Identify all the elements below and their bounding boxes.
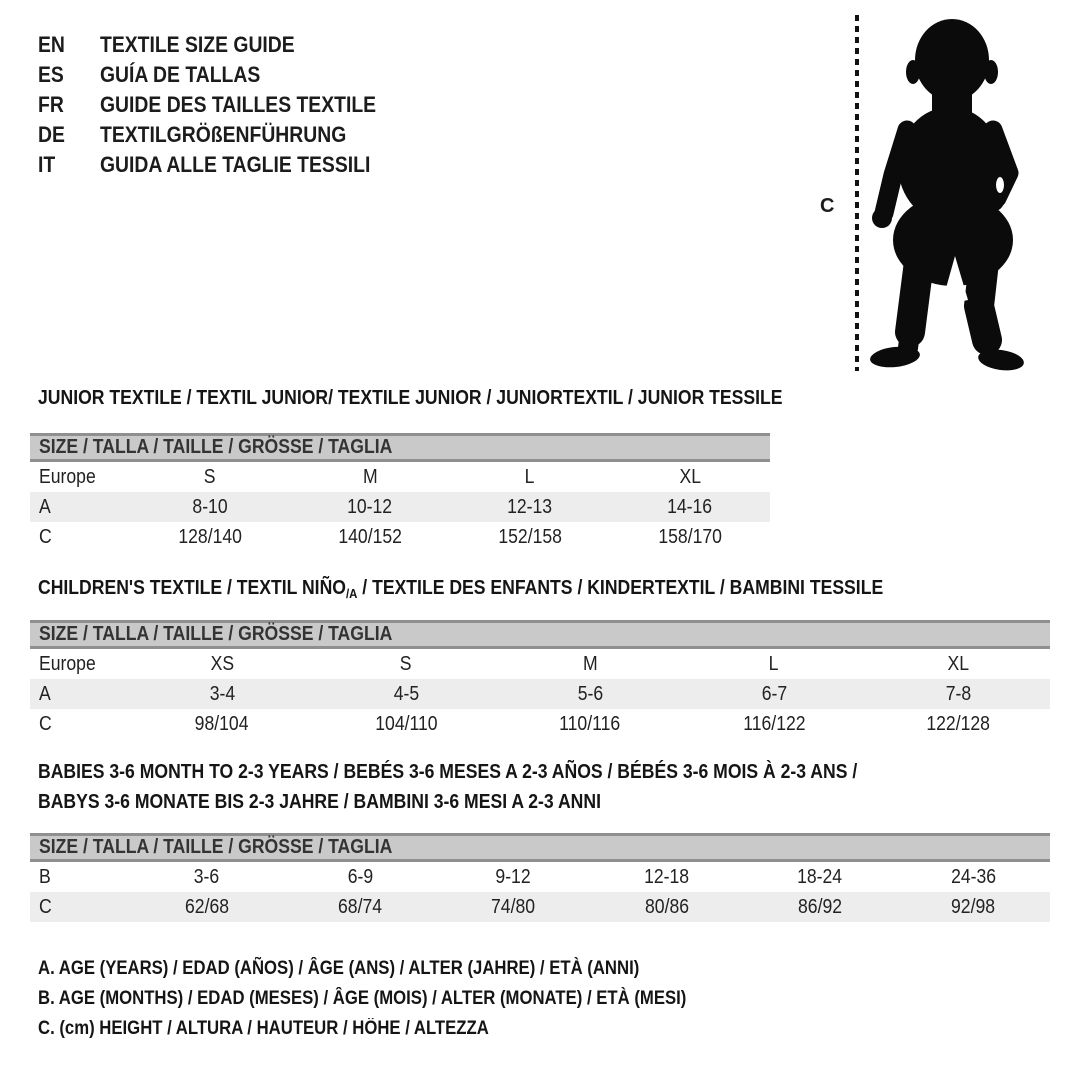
junior-size-table [30,433,770,552]
lang-row-es [38,60,414,90]
size-cell: XL [679,465,701,488]
lang-row-fr [38,90,414,120]
lang-code: FR [38,92,64,117]
title-subscript: /A [345,586,358,601]
babies-size-table [30,833,1050,922]
age-cell: 10-12 [347,495,393,518]
age-cell: 7-8 [945,682,971,705]
size-cell: S [400,652,412,675]
lang-row-it [38,150,414,180]
lang-code: EN [38,32,65,57]
height-cell: 62/68 [184,895,229,918]
height-cell: 128/140 [178,525,242,548]
legend-block [38,954,775,1044]
height-cell: 110/116 [559,712,621,735]
height-cell: 92/98 [951,895,996,918]
age-cell: 6-7 [761,682,787,705]
height-cell: 68/74 [337,895,383,918]
row-label: Europe [39,652,96,675]
row-label: C [39,712,52,735]
height-dashed-line [855,15,859,371]
toddler-silhouette-icon [862,10,1030,376]
table-header: SIZE / TALLA / TAILLE / GRÖSSE / TAGLIA [30,433,770,462]
height-cell: 116/122 [742,712,806,735]
legend-line-c: C. (cm) HEIGHT / ALTURA / HAUTEUR / HÖHE / ALTEZZA [38,1018,489,1039]
table-row-months [30,862,1050,892]
age-cell: 8-10 [192,495,228,518]
age-cell: 4-5 [393,682,419,705]
months-cell: 18-24 [797,865,843,888]
section-title-children: CHILDREN'S TEXTILE / TEXTIL $NIÑO_{/A}$ / TEXTILE DES ENFANTS / KINDERTEXTIL / BAMBINI TESSILE [38,577,884,601]
age-cell: 12-13 [507,495,553,518]
age-cell: 14-16 [667,495,713,518]
language-title-block [38,30,414,180]
size-cell: XS [210,652,234,675]
months-cell: 3-6 [193,865,220,888]
table-row-europe [30,462,770,492]
height-cell: 122/128 [926,712,990,735]
lang-code: IT [38,152,56,177]
height-cell: 80/86 [644,895,689,918]
legend-line-a: A. AGE (YEARS) / EDAD (AÑOS) / ÂGE (ANS) / ALTER (JAHRE) / ETÀ (ANNI) [38,958,640,979]
children-size-table [30,620,1050,739]
legend-line-b: B. AGE (MONTHS) / EDAD (MESES) / ÂGE (MOIS) / ALTER (MONATE) / ETÀ (MESI) [38,988,687,1009]
lang-label: GUÍA DE TALLAS [100,62,261,87]
size-cell: L [769,652,779,675]
height-cell: 158/170 [658,525,722,548]
row-label: B [39,865,51,888]
row-label: C [39,525,52,548]
size-cell: XL [947,652,969,675]
lang-label: GUIDA ALLE TAGLIE TESSILI [100,152,371,177]
table-row-age [30,492,770,522]
lang-label: TEXTILGRÖßENFÜHRUNG [100,122,347,147]
height-cell: 104/110 [374,712,438,735]
table-row-height [30,522,770,552]
table-header: SIZE / TALLA / TAILLE / GRÖSSE / TAGLIA [30,620,1050,649]
lang-label: GUIDE DES TAILLES TEXTILE [100,92,377,117]
lang-code: ES [38,62,64,87]
row-label: A [39,682,51,705]
row-label: C [39,895,52,918]
lang-row-de [38,120,414,150]
size-cell: M [582,652,598,675]
months-cell: 24-36 [950,865,996,888]
age-cell: 5-6 [577,682,603,705]
months-cell: 9-12 [495,865,531,888]
height-cell: 152/158 [498,525,562,548]
table-row-height [30,709,1050,739]
babies-title-line1: BABIES 3-6 MONTH TO 2-3 YEARS / BEBÉS 3-6 MESES A 2-3 AÑOS / BÉBÉS 3-6 MOIS À 2-3 ANS / [38,761,858,783]
row-label: A [39,495,51,518]
size-cell: S [204,465,216,488]
row-label: Europe [39,465,96,488]
months-cell: 6-9 [347,865,373,888]
lang-code: DE [38,122,65,147]
table-row-age [30,679,1050,709]
height-measure-label: C [820,195,835,217]
table-row-europe [30,649,1050,679]
height-cell: 98/104 [195,712,249,735]
size-cell: L [525,465,535,488]
height-cell: 86/92 [797,895,842,918]
section-title-babies [38,757,969,817]
age-cell: 3-4 [209,682,235,705]
lang-row-en [38,30,414,60]
height-cell: 74/80 [491,895,536,918]
table-row-height [30,892,1050,922]
babies-title-line2: BABYS 3-6 MONATE BIS 2-3 JAHRE / BAMBINI 3-6 MESI A 2-3 ANNI [38,791,601,813]
size-cell: M [362,465,378,488]
table-header: SIZE / TALLA / TAILLE / GRÖSSE / TAGLIA [30,833,1050,862]
months-cell: 12-18 [644,865,690,888]
lang-label: TEXTILE SIZE GUIDE [100,32,295,57]
height-cell: 140/152 [338,525,402,548]
section-title-junior: JUNIOR TEXTILE / TEXTIL JUNIOR/ TEXTILE JUNIOR / JUNIORTEXTIL / JUNIOR TESSILE [38,387,783,409]
